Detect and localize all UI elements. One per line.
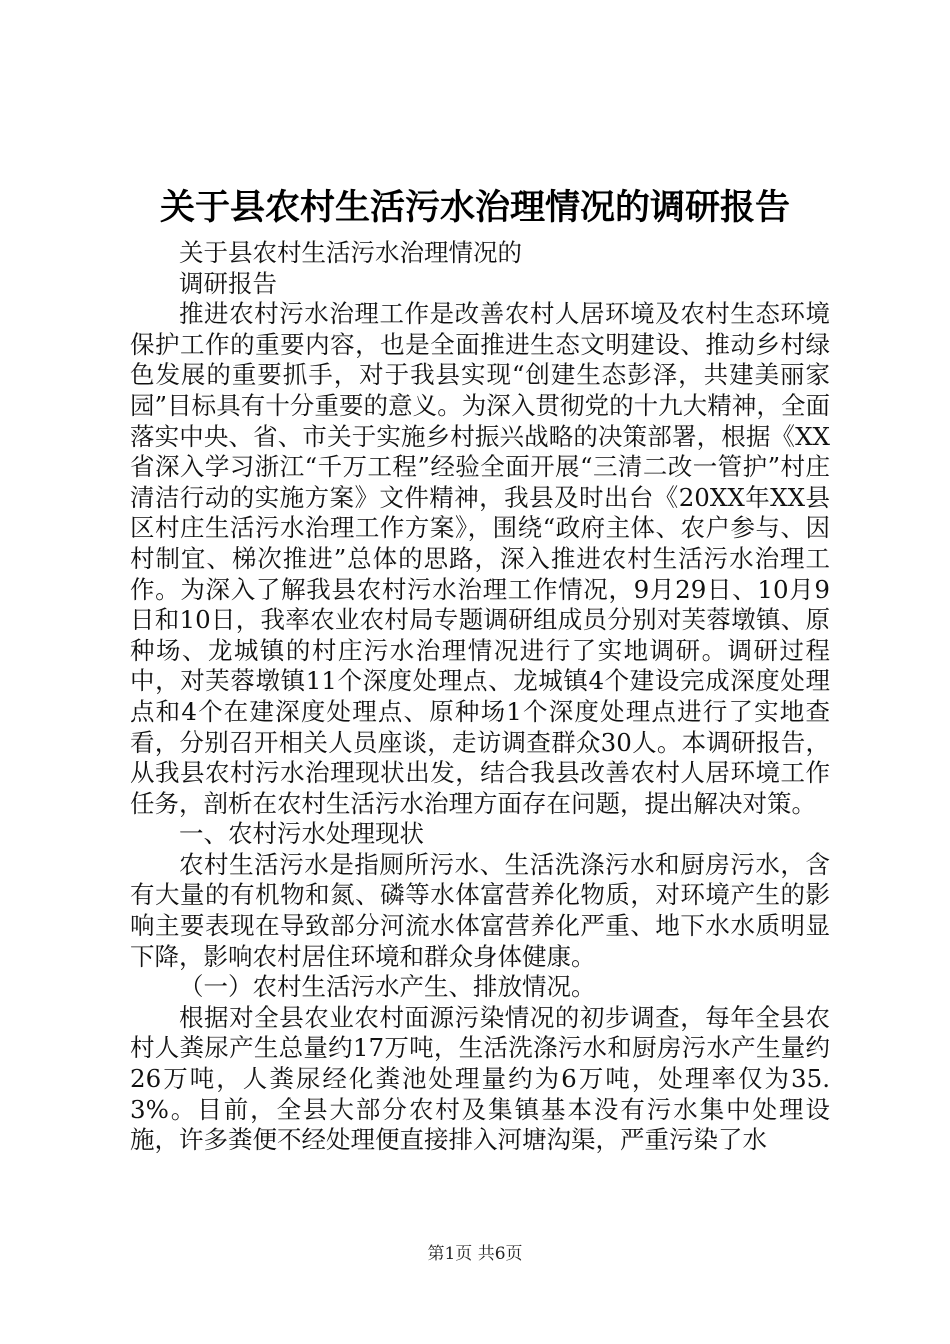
document-body bbox=[130, 238, 830, 1156]
paragraph-definition: 农村生活污水是指厕所污水、生活洗涤污水和厨房污水，含有大量的有机物和氮、磷等水体富营养化物质，对环境产生的影响主要表现在导致部分河流水体富营养化严重、地下水水质明显下降，影响农村居住环境和群众身体健康。 bbox=[130, 849, 830, 971]
paragraph-survey: 根据对全县农业农村面源污染情况的初步调查，每年全县农村人粪尿产生总量约17万吨，生活洗涤污水和厨房污水产生量约26万吨，人粪尿经化粪池处理量约为6万吨，处理率仅为35.3%。目前，全县大部分农村及集镇基本没有污水集中处理设施，许多粪便不经处理便直接排入河塘沟渠，严重污染了水 bbox=[130, 1002, 830, 1155]
subsection-heading-1: （一）农村生活污水产生、排放情况。 bbox=[179, 972, 596, 1002]
subtitle-line-1: 关于县农村生活污水治理情况的 bbox=[179, 238, 522, 267]
paragraph-intro: 推进农村污水治理工作是改善农村人居环境及农村生态环境保护工作的重要内容，也是全面推进生态文明建设、推动乡村绿色发展的重要抓手，对于我县实现“创建生态彭泽，共建美丽家园”目标具有十分重要的意义。为深入贯彻党的十九大精神，全面落实中央、省、市关于实施乡村振兴战略的决策部署，根据《XX省深入学习浙江“千万工程”经验全面开展“三清二改一管护”村庄清洁行动的实施方案》文件精神，我县及时出台《20XX年XX县区村庄生活污水治理工作方案》，围绕“政府主体、农户参与、因村制宜、梯次推进”总体的思路，深入推进农村生活污水治理工作。为深入了解我县农村污水治理工作情况，9月29日、10月9日和10日，我率农业农村局专题调研组成员分别对芙蓉墩镇、原种场、龙城镇的村庄污水治理情况进行了实地调研。调研过程中，对芙蓉墩镇11个深度处理点、龙城镇4个建设完成深度处理点和4个在建深度处理点、原种场1个深度处理点进行了实地查看，分别召开相关人员座谈，走访调查群众30人。本调研报告，从我县农村污水治理现状出发，结合我县改善农村人居环境工作任务，剖析在农村生活污水治理方面存在问题，提出解决对策。 bbox=[130, 299, 830, 818]
document-title: 关于县农村生活污水治理情况的调研报告 bbox=[159, 187, 790, 228]
subtitle-line-2: 调研报告 bbox=[179, 268, 277, 298]
section-heading-1: 一、农村污水处理现状 bbox=[179, 819, 424, 849]
page-footer: 第1页 共6页 bbox=[427, 1244, 523, 1264]
